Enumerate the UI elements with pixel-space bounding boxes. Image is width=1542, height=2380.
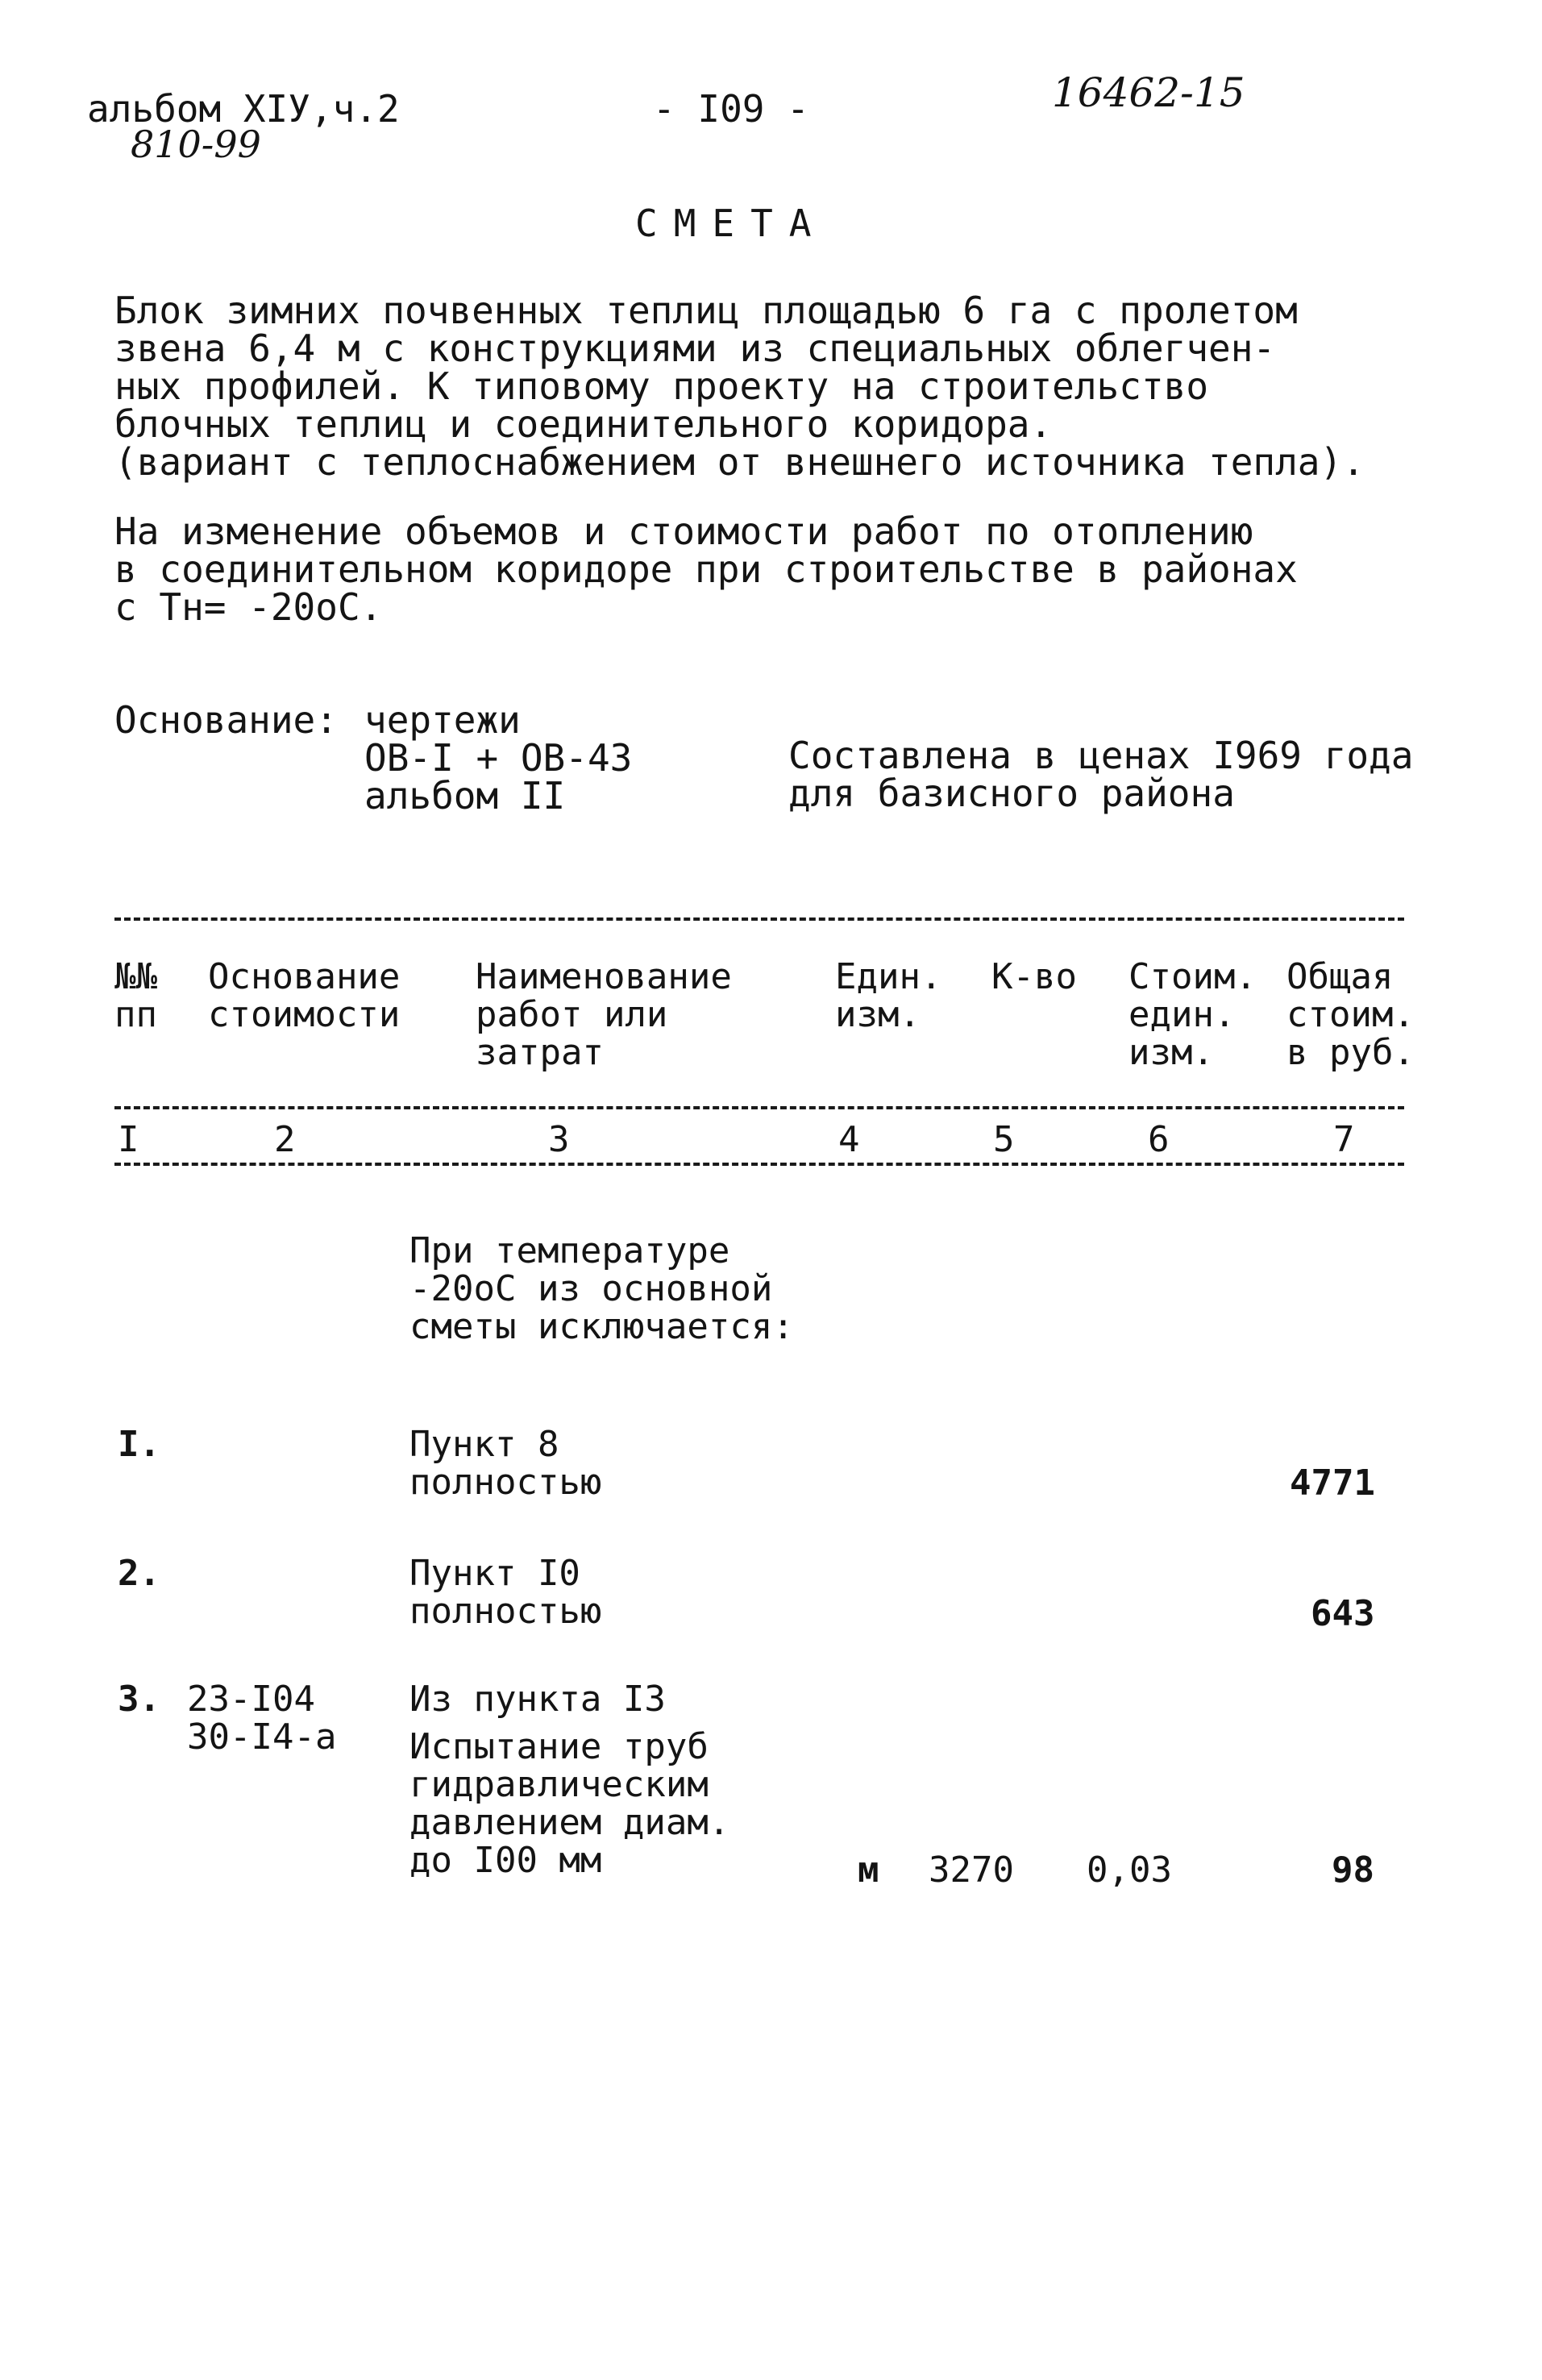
row-3-qty: 3270 xyxy=(929,1849,1014,1891)
page-title: СМЕТА xyxy=(635,202,828,245)
row-3-total: 98 xyxy=(1332,1849,1374,1891)
header-num: №№ пп xyxy=(114,956,157,1035)
purpose-block xyxy=(114,510,1298,629)
column-number: 5 xyxy=(993,1119,1015,1160)
column-number: 3 xyxy=(548,1119,570,1160)
description-line: (вариант с теплоснабжением от внешнего источника тепла). xyxy=(114,440,1365,484)
column-numbers-rule xyxy=(114,1163,1404,1166)
basis-line: альбом II xyxy=(364,774,566,818)
description-line: блочных теплиц и соединительного коридора. xyxy=(114,402,1053,446)
purpose-line: в соединительном коридоре при строительстве в районах xyxy=(114,547,1298,591)
row-1-name: Пункт 8 полностью xyxy=(409,1424,602,1503)
basis-block xyxy=(364,698,633,818)
handwritten-code: 16462-15 xyxy=(1052,69,1245,116)
row-3-name: Из пункта I3 Испытание труб гидравлическим давлением диам. до I00 мм xyxy=(409,1679,730,1881)
row-2-total: 643 xyxy=(1311,1593,1375,1634)
header-unit-cost: Стоим. един. изм. xyxy=(1128,956,1257,1073)
section-note: При температуре -20оС из основной сметы исключается: xyxy=(409,1230,794,1347)
description-line: ных профилей. К типовому проекту на строительство xyxy=(114,364,1209,408)
header-total: Общая стоим. в руб. xyxy=(1286,956,1415,1073)
album-label: альбом XIУ,ч.2 xyxy=(87,87,400,131)
basis-line: чертежи xyxy=(364,698,521,742)
row-3-basis: 23-I04 30-I4-а xyxy=(187,1679,337,1758)
description-line: звена 6,4 м с конструкциями из специальных облегчен- xyxy=(114,327,1276,370)
pricing-line: Составлена в ценах I969 года xyxy=(788,734,1414,777)
pricing-line: для базисного района xyxy=(788,772,1235,815)
header-qty: К-во xyxy=(991,956,1077,997)
header-unit: Един. изм. xyxy=(835,956,942,1035)
pricing-block xyxy=(788,734,1414,815)
row-1-num: I. xyxy=(118,1424,160,1465)
handwritten-ref: 810-99 xyxy=(131,123,261,166)
row-2-name: Пункт I0 полностью xyxy=(409,1553,602,1632)
header-name: Наименование работ или затрат xyxy=(476,956,732,1073)
purpose-line: На изменение объемов и стоимости работ по отоплению xyxy=(114,510,1253,553)
column-number: 4 xyxy=(838,1119,860,1160)
basis-line: ОВ-I + ОВ-43 xyxy=(364,736,633,780)
column-number: 2 xyxy=(274,1119,296,1160)
row-3-num: 3. xyxy=(118,1679,160,1720)
description-line: Блок зимних почвенных теплиц площадью 6 га с пролетом xyxy=(114,289,1298,332)
row-2-num: 2. xyxy=(118,1553,160,1594)
table-top-rule xyxy=(114,917,1404,921)
row-1-total: 4771 xyxy=(1290,1463,1375,1504)
column-number: 7 xyxy=(1333,1119,1355,1160)
page-number: - I09 - xyxy=(653,87,809,131)
column-number: 6 xyxy=(1148,1119,1170,1160)
header-basis: Основание стоимости xyxy=(208,956,401,1035)
row-3-unit: м xyxy=(858,1849,879,1891)
purpose-line: с Тн= -20оС. xyxy=(114,585,383,629)
description-block xyxy=(114,289,1365,484)
column-number: I xyxy=(118,1119,139,1160)
header-bottom-rule xyxy=(114,1106,1404,1109)
row-3-unit-cost: 0,03 xyxy=(1087,1849,1172,1891)
basis-label: Основание: xyxy=(114,698,338,742)
